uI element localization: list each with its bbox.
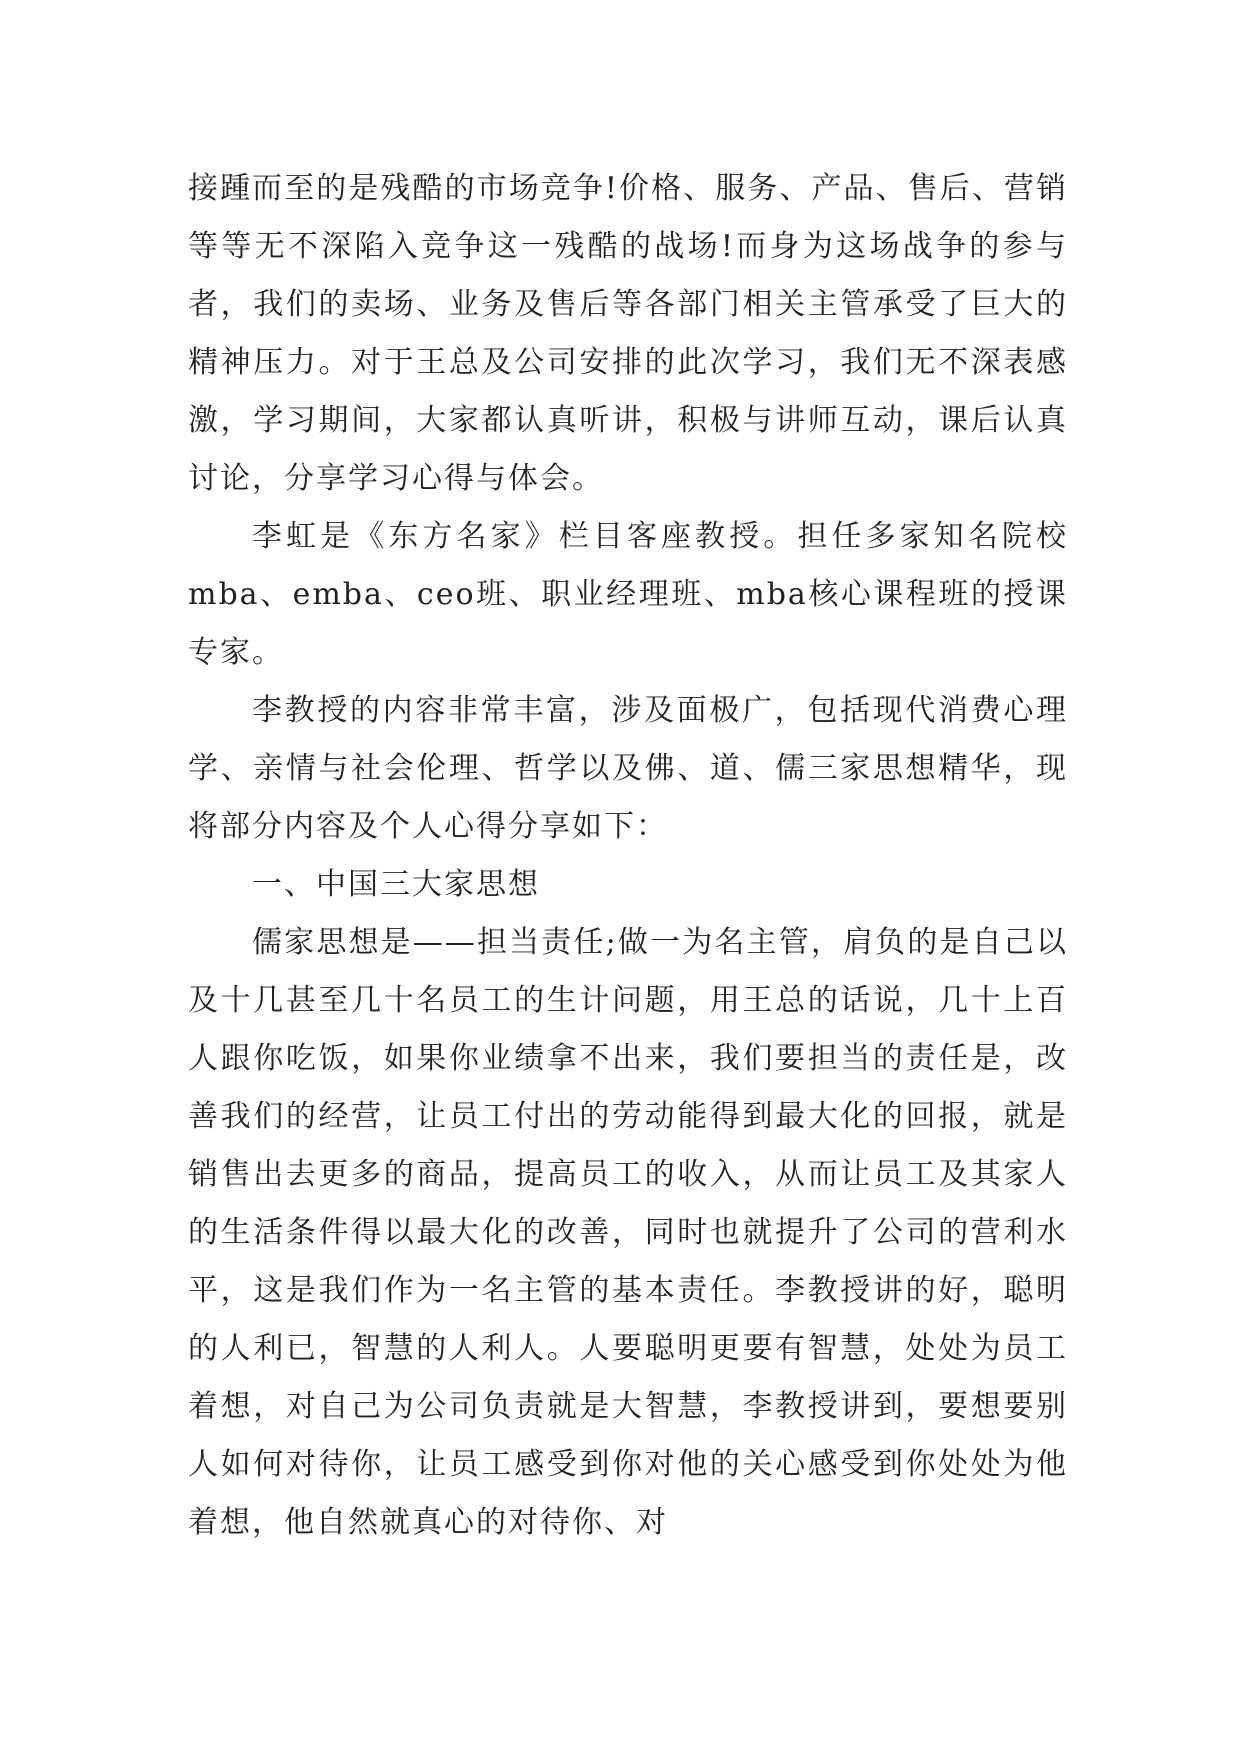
paragraph-market-competition: 接踵而至的是残酷的市场竞争!价格、服务、产品、售后、营销等等无不深陷入竞争这一残酷的战场!而身为这场战争的参与者，我们的卖场、业务及售后等各部门相关主管承受了巨大的精神压力。对于王总及公司安排的此次学习，我们无不深表感激，学习期间，大家都认真听讲，积极与讲师互动，课后认真讨论，分享学习心得与体会。 xyxy=(188,171,1068,496)
paragraph-professor-intro: 李虹是《东方名家》栏目客座教授。担任多家知名院校mba、emba、ceo班、职业经理班、mba核心课程班的授课专家。 xyxy=(188,519,1068,670)
section-heading: 一、中国三大家思想 xyxy=(252,867,540,902)
paragraph-lecture-content: 李教授的内容非常丰富，涉及面极广，包括现代消费心理学、亲情与社会伦理、哲学以及佛、道、儒三家思想精华，现将部分内容及个人心得分享如下： xyxy=(188,693,1068,844)
document-body xyxy=(188,160,1068,1552)
paragraph-confucianism: 儒家思想是——担当责任;做一为名主管，肩负的是自己以及十几甚至几十名员工的生计问题，用王总的话说，几十上百人跟你吃饭，如果你业绩拿不出来，我们要担当的责任是，改善我们的经营，让员工付出的劳动能得到最大化的回报，就是销售出去更多的商品，提高员工的收入，从而让员工及其家人的生活条件得以最大化的改善，同时也就提升了公司的营利水平，这是我们作为一名主管的基本责任。李教授讲的好，聪明的人利已，智慧的人利人。人要聪明更要有智慧，处处为员工着想，对自己为公司负责就是大智慧，李教授讲到，要想要别人如何对待你，让员工感受到你对他的关心感受到你处处为他着想，他自然就真心的对待你、对 xyxy=(188,925,1068,1540)
